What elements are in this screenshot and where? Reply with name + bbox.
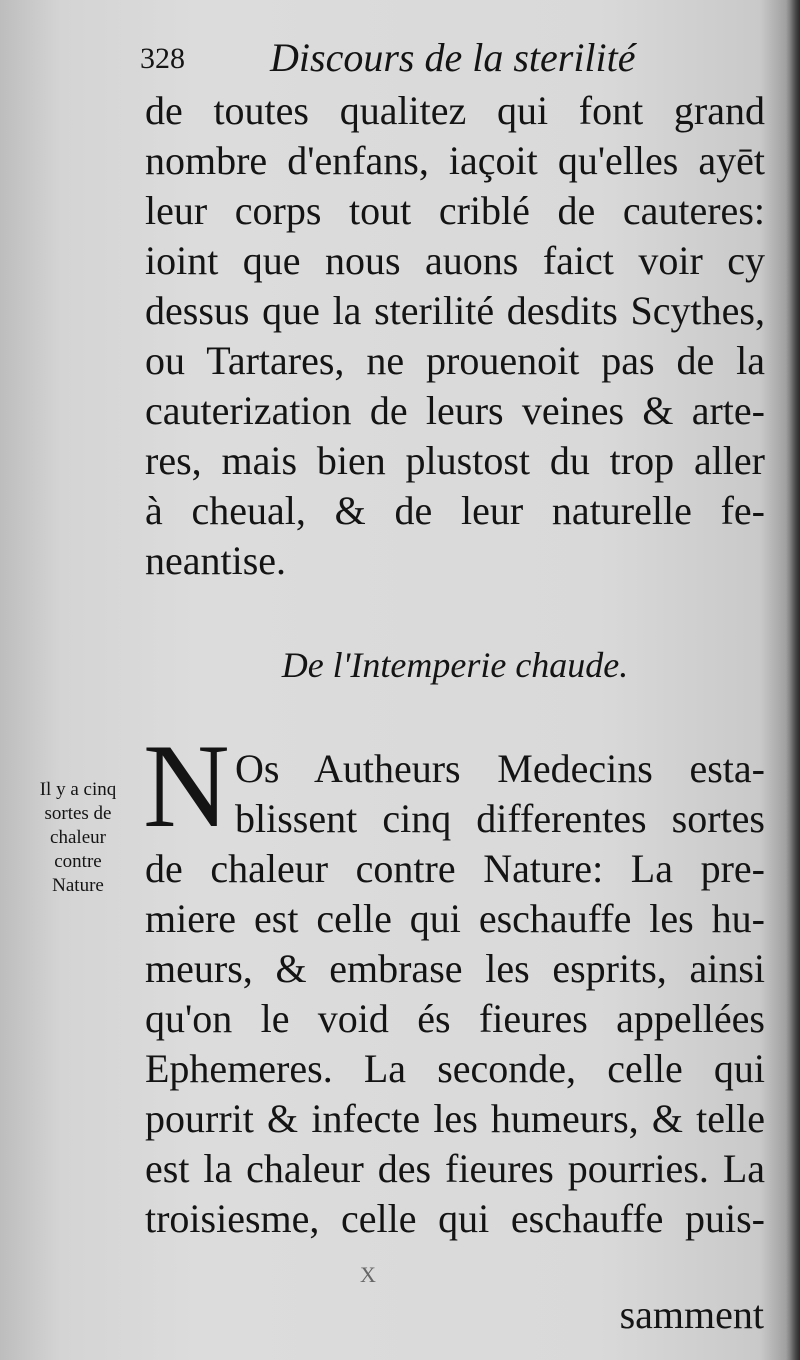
text-line: ou Tartares, ne prouenoit pas de la xyxy=(145,338,765,383)
signature-mark: X xyxy=(360,1262,376,1287)
margin-note xyxy=(18,778,138,898)
text-line: qu'on le void és fieures appellées xyxy=(145,996,765,1041)
page-number: 328 xyxy=(140,42,185,75)
margin-note-line: contre xyxy=(54,851,102,872)
text-line: de toutes qualitez qui font grand xyxy=(145,88,765,133)
text-line: leur corps tout criblé de cauteres: xyxy=(145,188,765,233)
margin-note-line: chaleur xyxy=(50,827,106,848)
text-line: Os Autheurs Medecins esta- xyxy=(235,746,765,791)
margin-note-line: Nature xyxy=(52,875,104,896)
text-line: ioint que nous auons faict voir cy xyxy=(145,238,765,283)
text-line: pourrit & infecte les humeurs, & telle xyxy=(145,1096,765,1141)
text-line: à cheual, & de leur naturelle fe- xyxy=(145,488,765,533)
text-line: neantise. xyxy=(145,538,287,583)
drop-cap: N xyxy=(143,719,230,852)
text-line: de chaleur contre Nature: La pre- xyxy=(145,846,765,891)
text-line: Ephemeres. La seconde, celle qui xyxy=(145,1046,765,1091)
text-line: miere est celle qui eschauffe les hu- xyxy=(145,896,765,941)
catchword: samment xyxy=(619,1292,764,1337)
running-title: Discours de la sterilité xyxy=(270,35,636,80)
margin-note-line: Il y a cinq xyxy=(39,779,117,800)
gutter-shadow xyxy=(786,0,800,1360)
text-line: meurs, & embrase les esprits, ainsi xyxy=(145,946,765,991)
text-line: dessus que la sterilité desdits Scythes, xyxy=(145,288,765,333)
text-line: nombre d'enfans, iaçoit qu'elles ayēt xyxy=(145,138,765,183)
text-line: troisiesme, celle qui eschauffe puis- xyxy=(145,1196,765,1241)
text-line: blissent cinq differentes sortes xyxy=(235,796,765,841)
text-line: cauterization de leurs veines & arte- xyxy=(145,388,765,433)
text-line: res, mais bien plustost du trop aller xyxy=(145,438,765,483)
text-line: est la chaleur des fieures pourries. La xyxy=(145,1146,765,1191)
section-heading: De l'Intemperie chaude. xyxy=(281,645,629,685)
page-header xyxy=(140,28,760,88)
margin-note-line: sortes de xyxy=(44,803,112,824)
